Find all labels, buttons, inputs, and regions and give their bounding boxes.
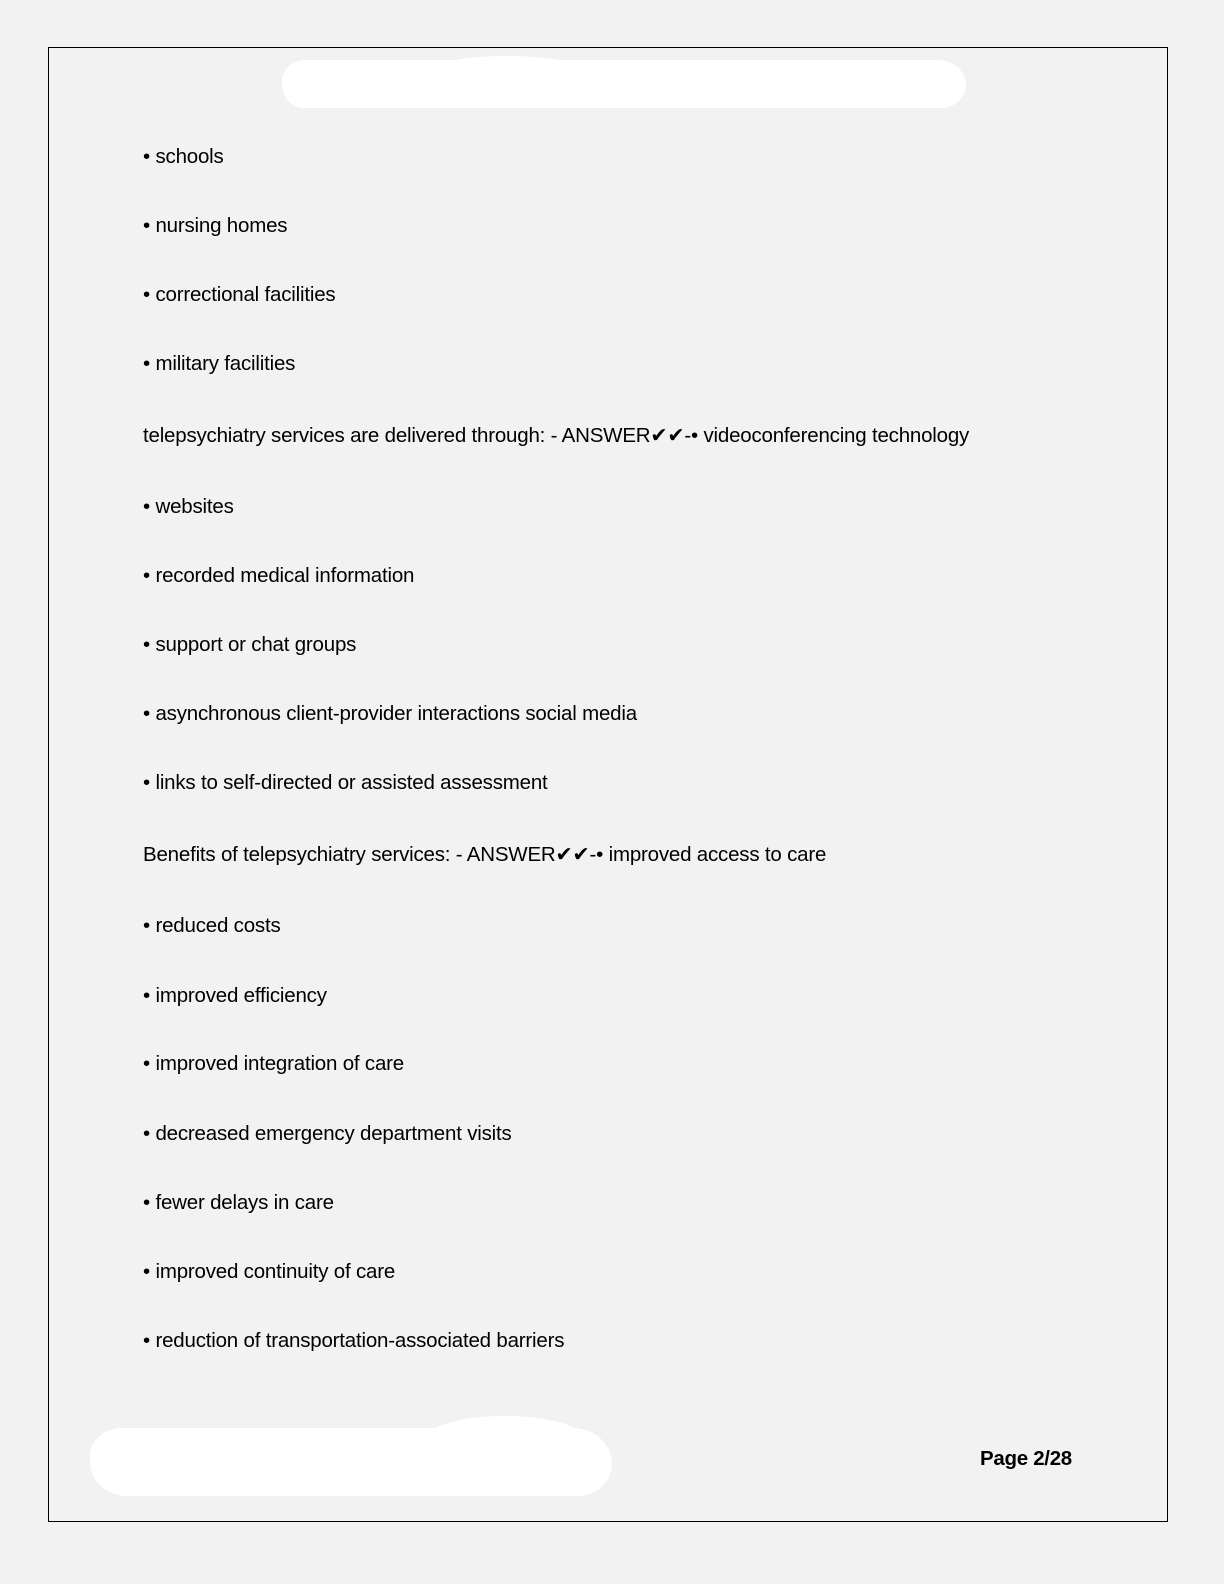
page-number: Page 2/28 xyxy=(980,1447,1072,1470)
list-item: • fewer delays in care xyxy=(143,1191,334,1214)
list-item: • nursing homes xyxy=(143,214,288,237)
list-item: • recorded medical information xyxy=(143,564,415,587)
list-item: • decreased emergency department visits xyxy=(143,1122,512,1145)
list-item: • schools xyxy=(143,145,224,168)
list-item: • websites xyxy=(143,495,234,518)
list-item: • asynchronous client-provider interactions social media xyxy=(143,702,637,725)
list-item: • support or chat groups xyxy=(143,633,357,656)
list-item: • military facilities xyxy=(143,352,296,375)
redacted-header xyxy=(282,60,966,108)
list-item: • improved integration of care xyxy=(143,1052,404,1075)
redacted-footer xyxy=(90,1428,612,1496)
list-item: • links to self-directed or assisted assessment xyxy=(143,771,548,794)
question-line: telepsychiatry services are delivered through: - ANSWER✔✔-• videoconferencing technology xyxy=(143,424,970,447)
list-item: • improved efficiency xyxy=(143,984,327,1007)
question-line: Benefits of telepsychiatry services: - ANSWER✔✔-• improved access to care xyxy=(143,843,827,866)
list-item: • reduced costs xyxy=(143,914,281,937)
list-item: • reduction of transportation-associated barriers xyxy=(143,1329,565,1352)
list-item: • improved continuity of care xyxy=(143,1260,396,1283)
list-item: • correctional facilities xyxy=(143,283,336,306)
